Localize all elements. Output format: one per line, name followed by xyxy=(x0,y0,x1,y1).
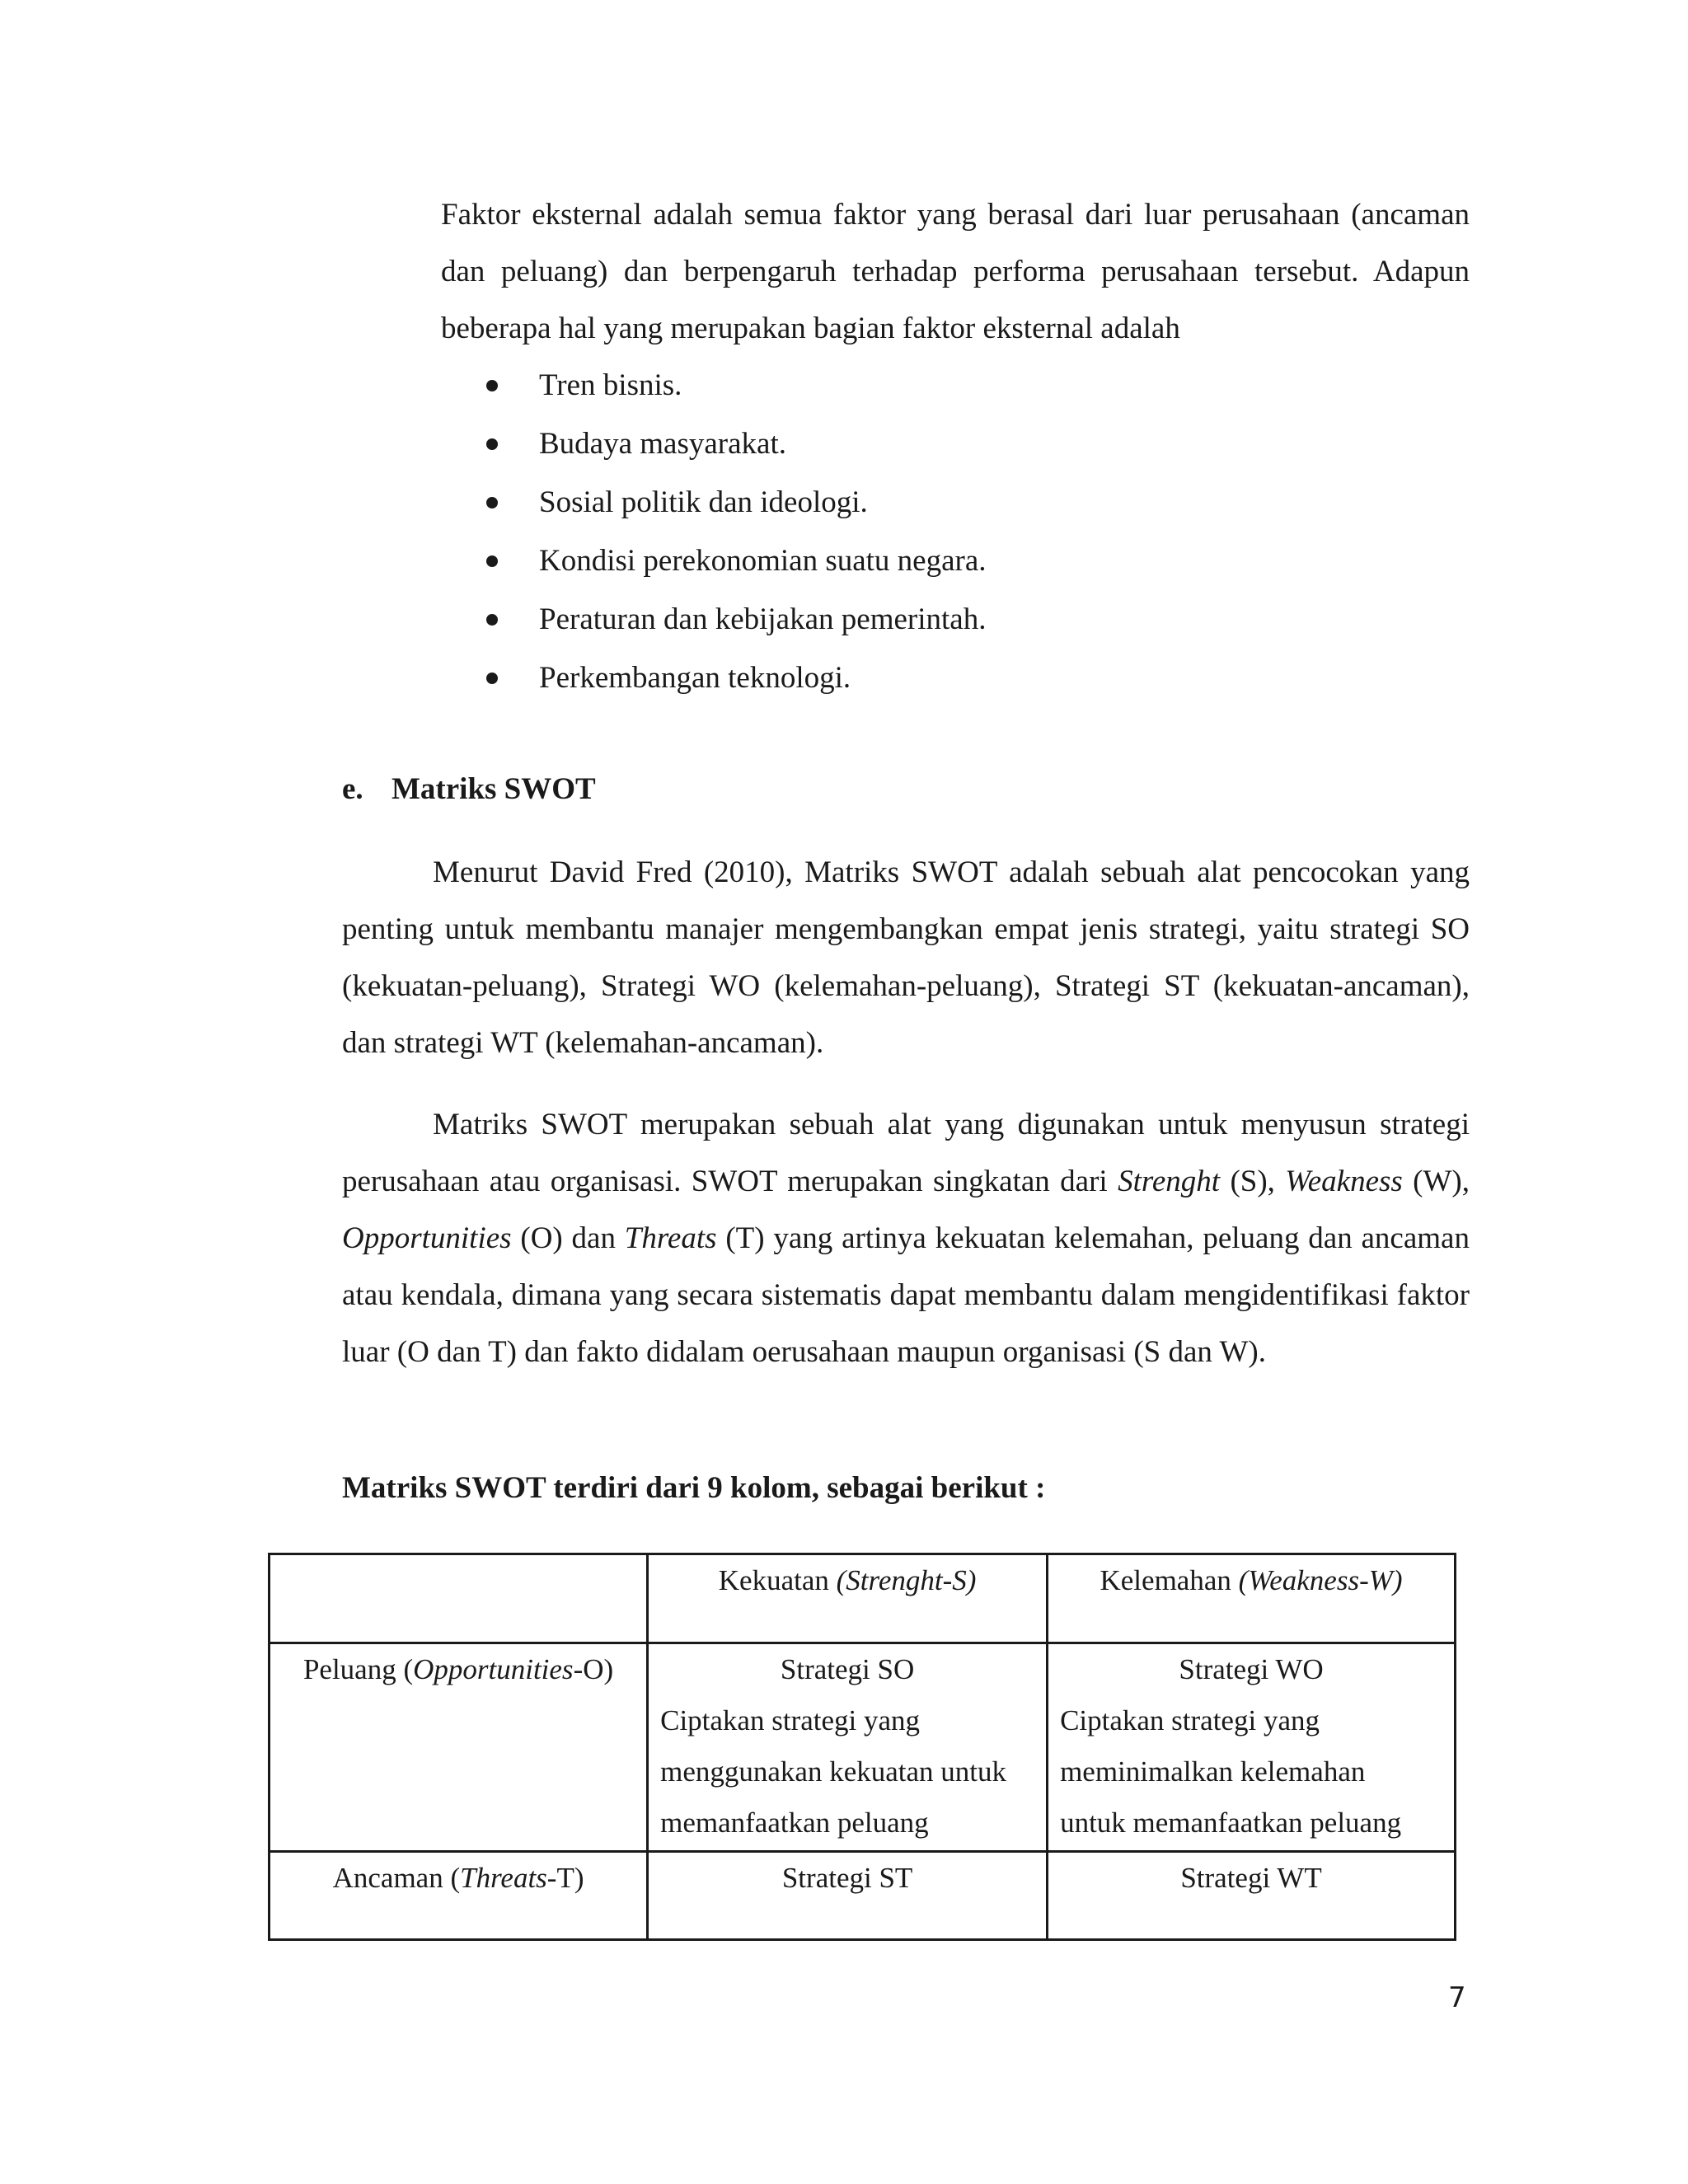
list-item: Budaya masyarakat. xyxy=(483,415,1390,473)
list-item: Peraturan dan kebijakan pemerintah. xyxy=(483,590,1390,649)
list-item: Perkembangan teknologi. xyxy=(483,649,1390,707)
bullet-icon xyxy=(486,614,498,626)
swot-matrix-table xyxy=(268,1553,1456,1941)
david-fred-paragraph: Menurut David Fred (2010), Matriks SWOT adalah sebuah alat pencocokan yang penting untuk membantu manajer mengembangkan empat jenis strategi, yaitu strategi SO (kekuatan-peluang), Strategi WO (kelemahan-peluang), Strategi ST (kekuatan-ancaman), dan strategi WT (kelemahan-ancaman). xyxy=(342,855,1470,1060)
bullet-icon xyxy=(486,438,498,450)
strategy-so-description: Ciptakan strategi yang menggunakan kekuatan untuk memanfaatkan peluang xyxy=(660,1704,1006,1839)
strategy-wo-cell xyxy=(1048,1643,1456,1852)
section-title: Matriks SWOT xyxy=(392,772,596,806)
list-item: Sosial politik dan ideologi. xyxy=(483,473,1390,532)
row-opportunities-label: Peluang (Opportunities-O) xyxy=(270,1643,648,1852)
strategy-wt-cell: Strategi WT xyxy=(1048,1852,1456,1940)
table-intro-heading: Matriks SWOT terdiri dari 9 kolom, sebagai berikut : xyxy=(342,1471,1046,1505)
strategy-so-cell xyxy=(648,1643,1048,1852)
bullet-icon xyxy=(486,380,498,391)
empty-corner-cell xyxy=(270,1554,648,1643)
strategy-so-title: Strategi SO xyxy=(780,1653,915,1685)
swot-definition-paragraph: Matriks SWOT merupakan sebuah alat yang digunakan untuk menyusun strategi perusahaan atau organisasi. SWOT merupakan singkatan dari Strenght (S), Weakness (W), Opportunities (O) dan Threats (T) yang artinya kekuatan kelemahan, peluang dan ancaman atau kendala, dimana yang secara sistematis dapat membantu dalam mengidentifikasi faktor luar (O dan T) dan fakto didalam oerusahaan maupun organisasi (S dan W). xyxy=(342,1108,1470,1369)
bullet-icon xyxy=(486,555,498,567)
strategy-st-cell: Strategi ST xyxy=(648,1852,1048,1940)
section-number: e. xyxy=(342,772,363,806)
header-weakness-cell: Kelemahan (Weakness-W) xyxy=(1048,1554,1456,1643)
table-row xyxy=(270,1852,1456,1940)
table-row xyxy=(270,1643,1456,1852)
list-item: Tren bisnis. xyxy=(483,356,1390,415)
strategy-wo-description: Ciptakan strategi yang meminimalkan kelemahan untuk memanfaatkan peluang xyxy=(1060,1704,1402,1839)
section-heading xyxy=(342,766,596,813)
external-factors-list xyxy=(483,356,1390,707)
row-threats-label: Ancaman (Threats-T) xyxy=(270,1852,648,1940)
bullet-icon xyxy=(486,673,498,684)
strategy-wo-title: Strategi WO xyxy=(1179,1653,1324,1685)
header-strength-cell: Kekuatan (Strenght-S) xyxy=(648,1554,1048,1643)
external-factors-paragraph: Faktor eksternal adalah semua faktor yang berasal dari luar perusahaan (ancaman dan peluang) dan berpengaruh terhadap performa perusahaan tersebut. Adapun beberapa hal yang merupakan bagian faktor eksternal adalah xyxy=(441,198,1470,345)
list-item: Kondisi perekonomian suatu negara. xyxy=(483,532,1390,590)
table-row xyxy=(270,1554,1456,1643)
bullet-icon xyxy=(486,497,498,509)
page-number: 7 xyxy=(1448,1981,1466,2014)
